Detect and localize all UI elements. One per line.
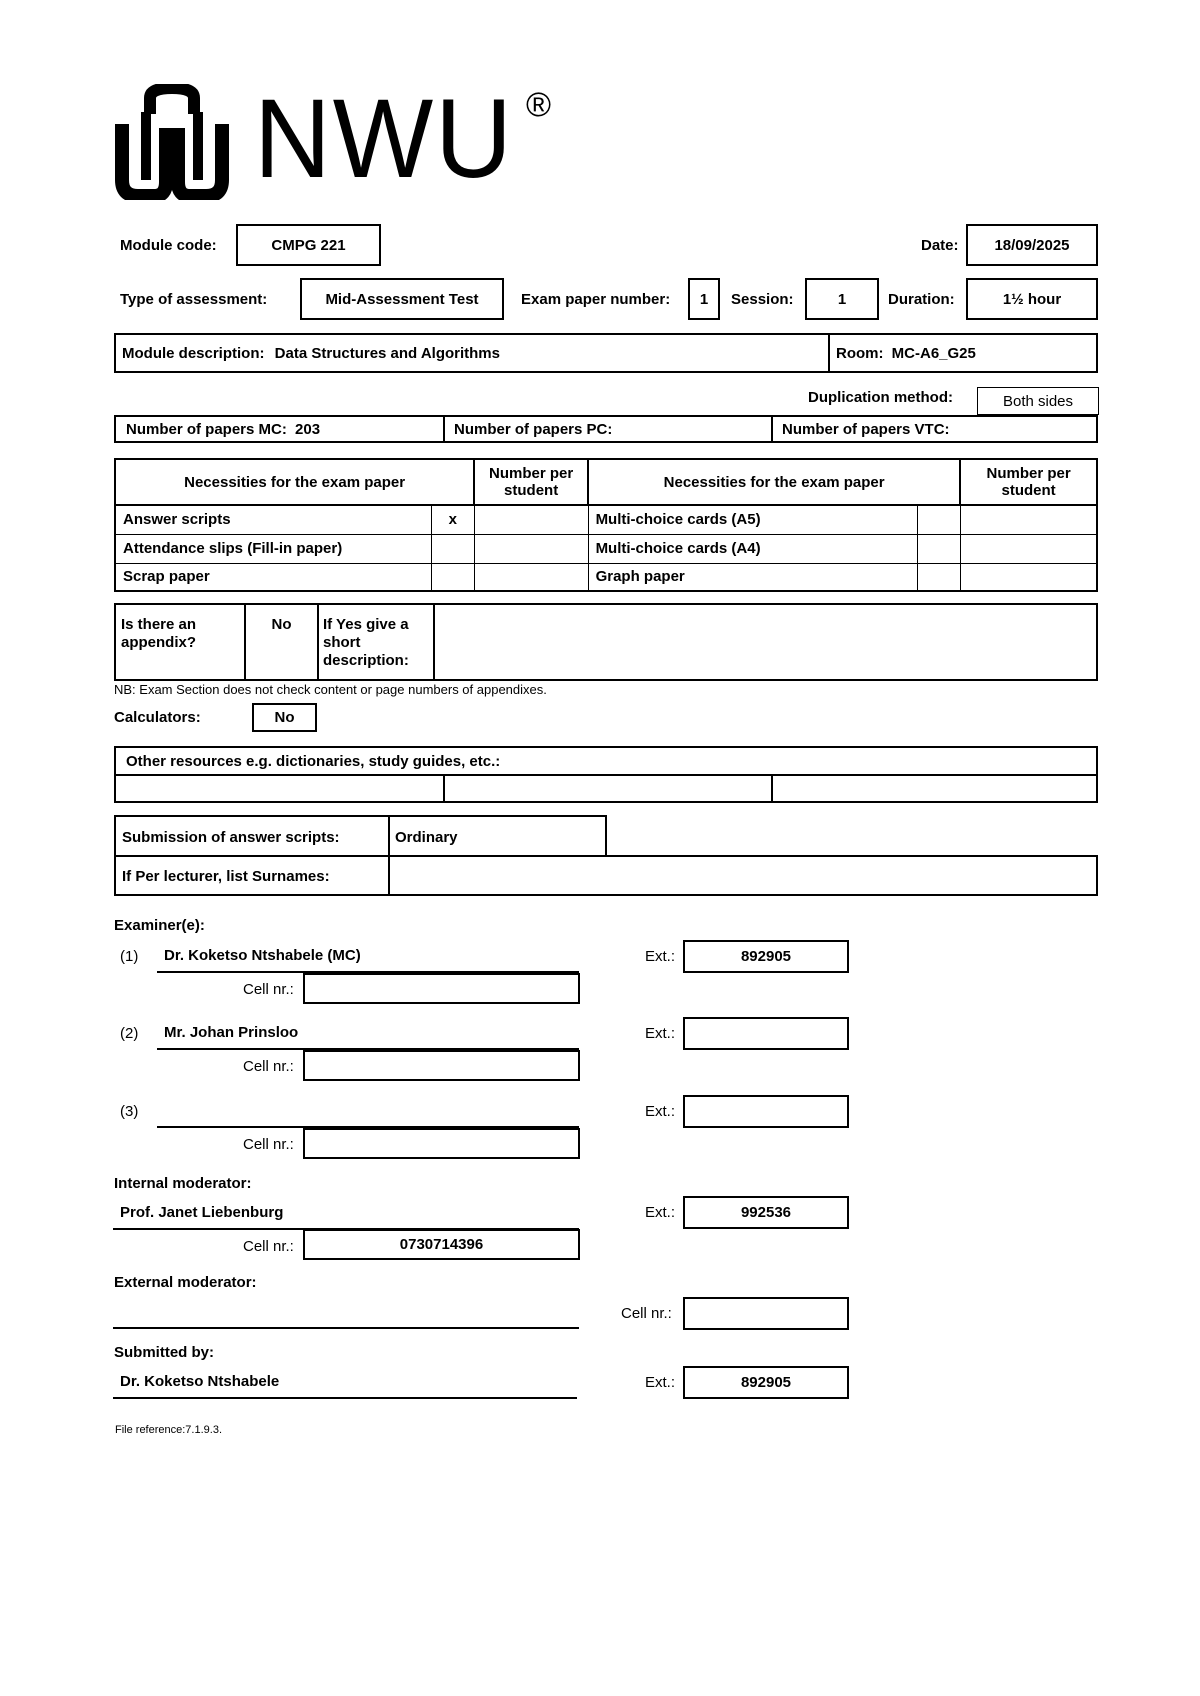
- necessity-mark[interactable]: [431, 563, 474, 591]
- submission-row: [114, 815, 607, 857]
- table-row: [115, 563, 1097, 591]
- appendix-note: NB: Exam Section does not check content or page numbers of appendixes.: [114, 682, 547, 697]
- resources-label: Other resources e.g. dictionaries, study guides, etc.:: [126, 753, 501, 770]
- cell-label: Cell nr.:: [243, 1238, 294, 1255]
- appendix-answer[interactable]: No: [271, 616, 292, 633]
- necessity-number[interactable]: [474, 505, 588, 534]
- module-code-field[interactable]: CMPG 221: [236, 224, 381, 266]
- necessity-mark[interactable]: [917, 534, 960, 563]
- examiner-number: (1): [120, 948, 139, 965]
- per-lecturer-row: [114, 855, 1098, 896]
- cell-label: Cell nr.:: [243, 1136, 294, 1153]
- examiner-number: (2): [120, 1025, 139, 1042]
- submitted-by-label: Submitted by:: [114, 1344, 214, 1361]
- necessity-number[interactable]: [960, 505, 1097, 534]
- resources-box: [114, 746, 1098, 803]
- duration-label: Duration:: [888, 291, 955, 308]
- ext-label: Ext.:: [645, 1025, 676, 1042]
- examiner-ext-field[interactable]: [683, 1017, 849, 1050]
- submitted-by-line: [113, 1370, 577, 1399]
- room-value[interactable]: MC-A6_G25: [891, 345, 976, 362]
- cell-label: Cell nr.:: [243, 981, 294, 998]
- duplication-label: Duplication method:: [808, 389, 953, 406]
- nwu-logo: [114, 76, 574, 204]
- examiner-cell-field[interactable]: [303, 1050, 580, 1081]
- session-field[interactable]: 1: [805, 278, 879, 320]
- internal-moderator-name[interactable]: Prof. Janet Liebenburg: [120, 1204, 284, 1221]
- session-label: Session:: [731, 291, 794, 308]
- per-lecturer-label: If Per lecturer, list Surnames:: [122, 868, 330, 885]
- examiner-number: (3): [120, 1103, 139, 1120]
- necessities-header-right: Necessities for the exam paper: [588, 459, 960, 505]
- papers-vtc-label: Number of papers VTC:: [782, 421, 950, 438]
- necessity-label: Attendance slips (Fill-in paper): [115, 534, 431, 563]
- ext-label: Ext.:: [645, 1204, 676, 1221]
- table-row: [115, 505, 1097, 534]
- examiner-cell-field[interactable]: [303, 973, 580, 1004]
- necessity-mark[interactable]: [917, 505, 960, 534]
- type-label: Type of assessment:: [120, 291, 268, 308]
- papers-row: [114, 415, 1098, 443]
- table-row: [115, 534, 1097, 563]
- necessity-mark[interactable]: x: [431, 505, 474, 534]
- necessity-label: Graph paper: [588, 563, 917, 591]
- internal-moderator-cell-field[interactable]: 0730714396: [303, 1229, 580, 1260]
- ext-label: Ext.:: [645, 1374, 676, 1391]
- calculators-label: Calculators:: [114, 709, 201, 726]
- appendix-question: Is there an appendix?: [121, 616, 197, 651]
- necessity-number[interactable]: [474, 563, 588, 591]
- date-label: Date:: [921, 237, 959, 254]
- examiners-label: Examiner(e):: [114, 917, 205, 934]
- necessity-number[interactable]: [960, 563, 1097, 591]
- papers-pc-label: Number of papers PC:: [454, 421, 613, 438]
- module-description-value[interactable]: Data Structures and Algorithms: [274, 345, 500, 362]
- necessity-label: Answer scripts: [115, 505, 431, 534]
- submitted-by-ext-field[interactable]: 892905: [683, 1366, 849, 1399]
- internal-moderator-ext-field[interactable]: 992536: [683, 1196, 849, 1229]
- examiner-ext-field[interactable]: [683, 1095, 849, 1128]
- exam-paper-number-field[interactable]: 1: [688, 278, 720, 320]
- internal-moderator-label: Internal moderator:: [114, 1175, 252, 1192]
- examiner-name[interactable]: Dr. Koketso Ntshabele (MC): [164, 947, 361, 964]
- necessity-mark[interactable]: [917, 563, 960, 591]
- external-moderator-label: External moderator:: [114, 1274, 257, 1291]
- necessity-label: Scrap paper: [115, 563, 431, 591]
- room-label: Room:: [836, 345, 884, 362]
- external-moderator-cell-field[interactable]: [683, 1297, 849, 1330]
- examiner-name[interactable]: Mr. Johan Prinsloo: [164, 1024, 299, 1041]
- nwu-emblem-icon: [114, 84, 230, 200]
- appendix-if-yes-label: If Yes give a short description:: [323, 616, 409, 669]
- internal-moderator-line: [113, 1201, 579, 1230]
- examiner-name-line: [157, 1021, 579, 1050]
- necessity-mark[interactable]: [431, 534, 474, 563]
- papers-mc-label: Number of papers MC:: [126, 421, 287, 438]
- examiner-name-line: [157, 944, 579, 973]
- necessities-header-left: Necessities for the exam paper: [115, 459, 474, 505]
- necessity-number[interactable]: [474, 534, 588, 563]
- cell-label: Cell nr.:: [621, 1305, 672, 1322]
- number-per-student-header-right: Number per student: [960, 459, 1097, 505]
- examiner-ext-field[interactable]: 892905: [683, 940, 849, 973]
- submission-value[interactable]: Ordinary: [395, 829, 458, 846]
- duplication-field[interactable]: Both sides: [977, 387, 1099, 415]
- module-description-label: Module description:: [122, 345, 265, 362]
- type-field[interactable]: Mid-Assessment Test: [300, 278, 504, 320]
- external-moderator-line: [113, 1300, 579, 1329]
- necessity-label: Multi-choice cards (A5): [588, 505, 917, 534]
- papers-mc-value[interactable]: 203: [295, 421, 321, 438]
- necessity-label: Multi-choice cards (A4): [588, 534, 917, 563]
- calculators-field[interactable]: No: [252, 703, 317, 732]
- appendix-box: [114, 603, 1098, 681]
- module-code-label: Module code:: [120, 237, 217, 254]
- necessity-number[interactable]: [960, 534, 1097, 563]
- file-reference: File reference:7.1.9.3.: [115, 1424, 223, 1436]
- examiner-name-line: [157, 1099, 579, 1128]
- logo-text: NWU: [254, 76, 514, 201]
- ext-label: Ext.:: [645, 1103, 676, 1120]
- module-description-row: [114, 333, 1098, 373]
- exam-paper-number-label: Exam paper number:: [521, 291, 671, 308]
- registered-mark: ®: [526, 86, 552, 124]
- necessities-table: [114, 458, 1098, 592]
- examiner-cell-field[interactable]: [303, 1128, 580, 1159]
- submitted-by-name[interactable]: Dr. Koketso Ntshabele: [120, 1373, 280, 1390]
- submission-label: Submission of answer scripts:: [122, 829, 340, 846]
- ext-label: Ext.:: [645, 948, 676, 965]
- date-field[interactable]: 18/09/2025: [966, 224, 1098, 266]
- number-per-student-header-left: Number per student: [474, 459, 588, 505]
- cell-label: Cell nr.:: [243, 1058, 294, 1075]
- duration-field[interactable]: 1½ hour: [966, 278, 1098, 320]
